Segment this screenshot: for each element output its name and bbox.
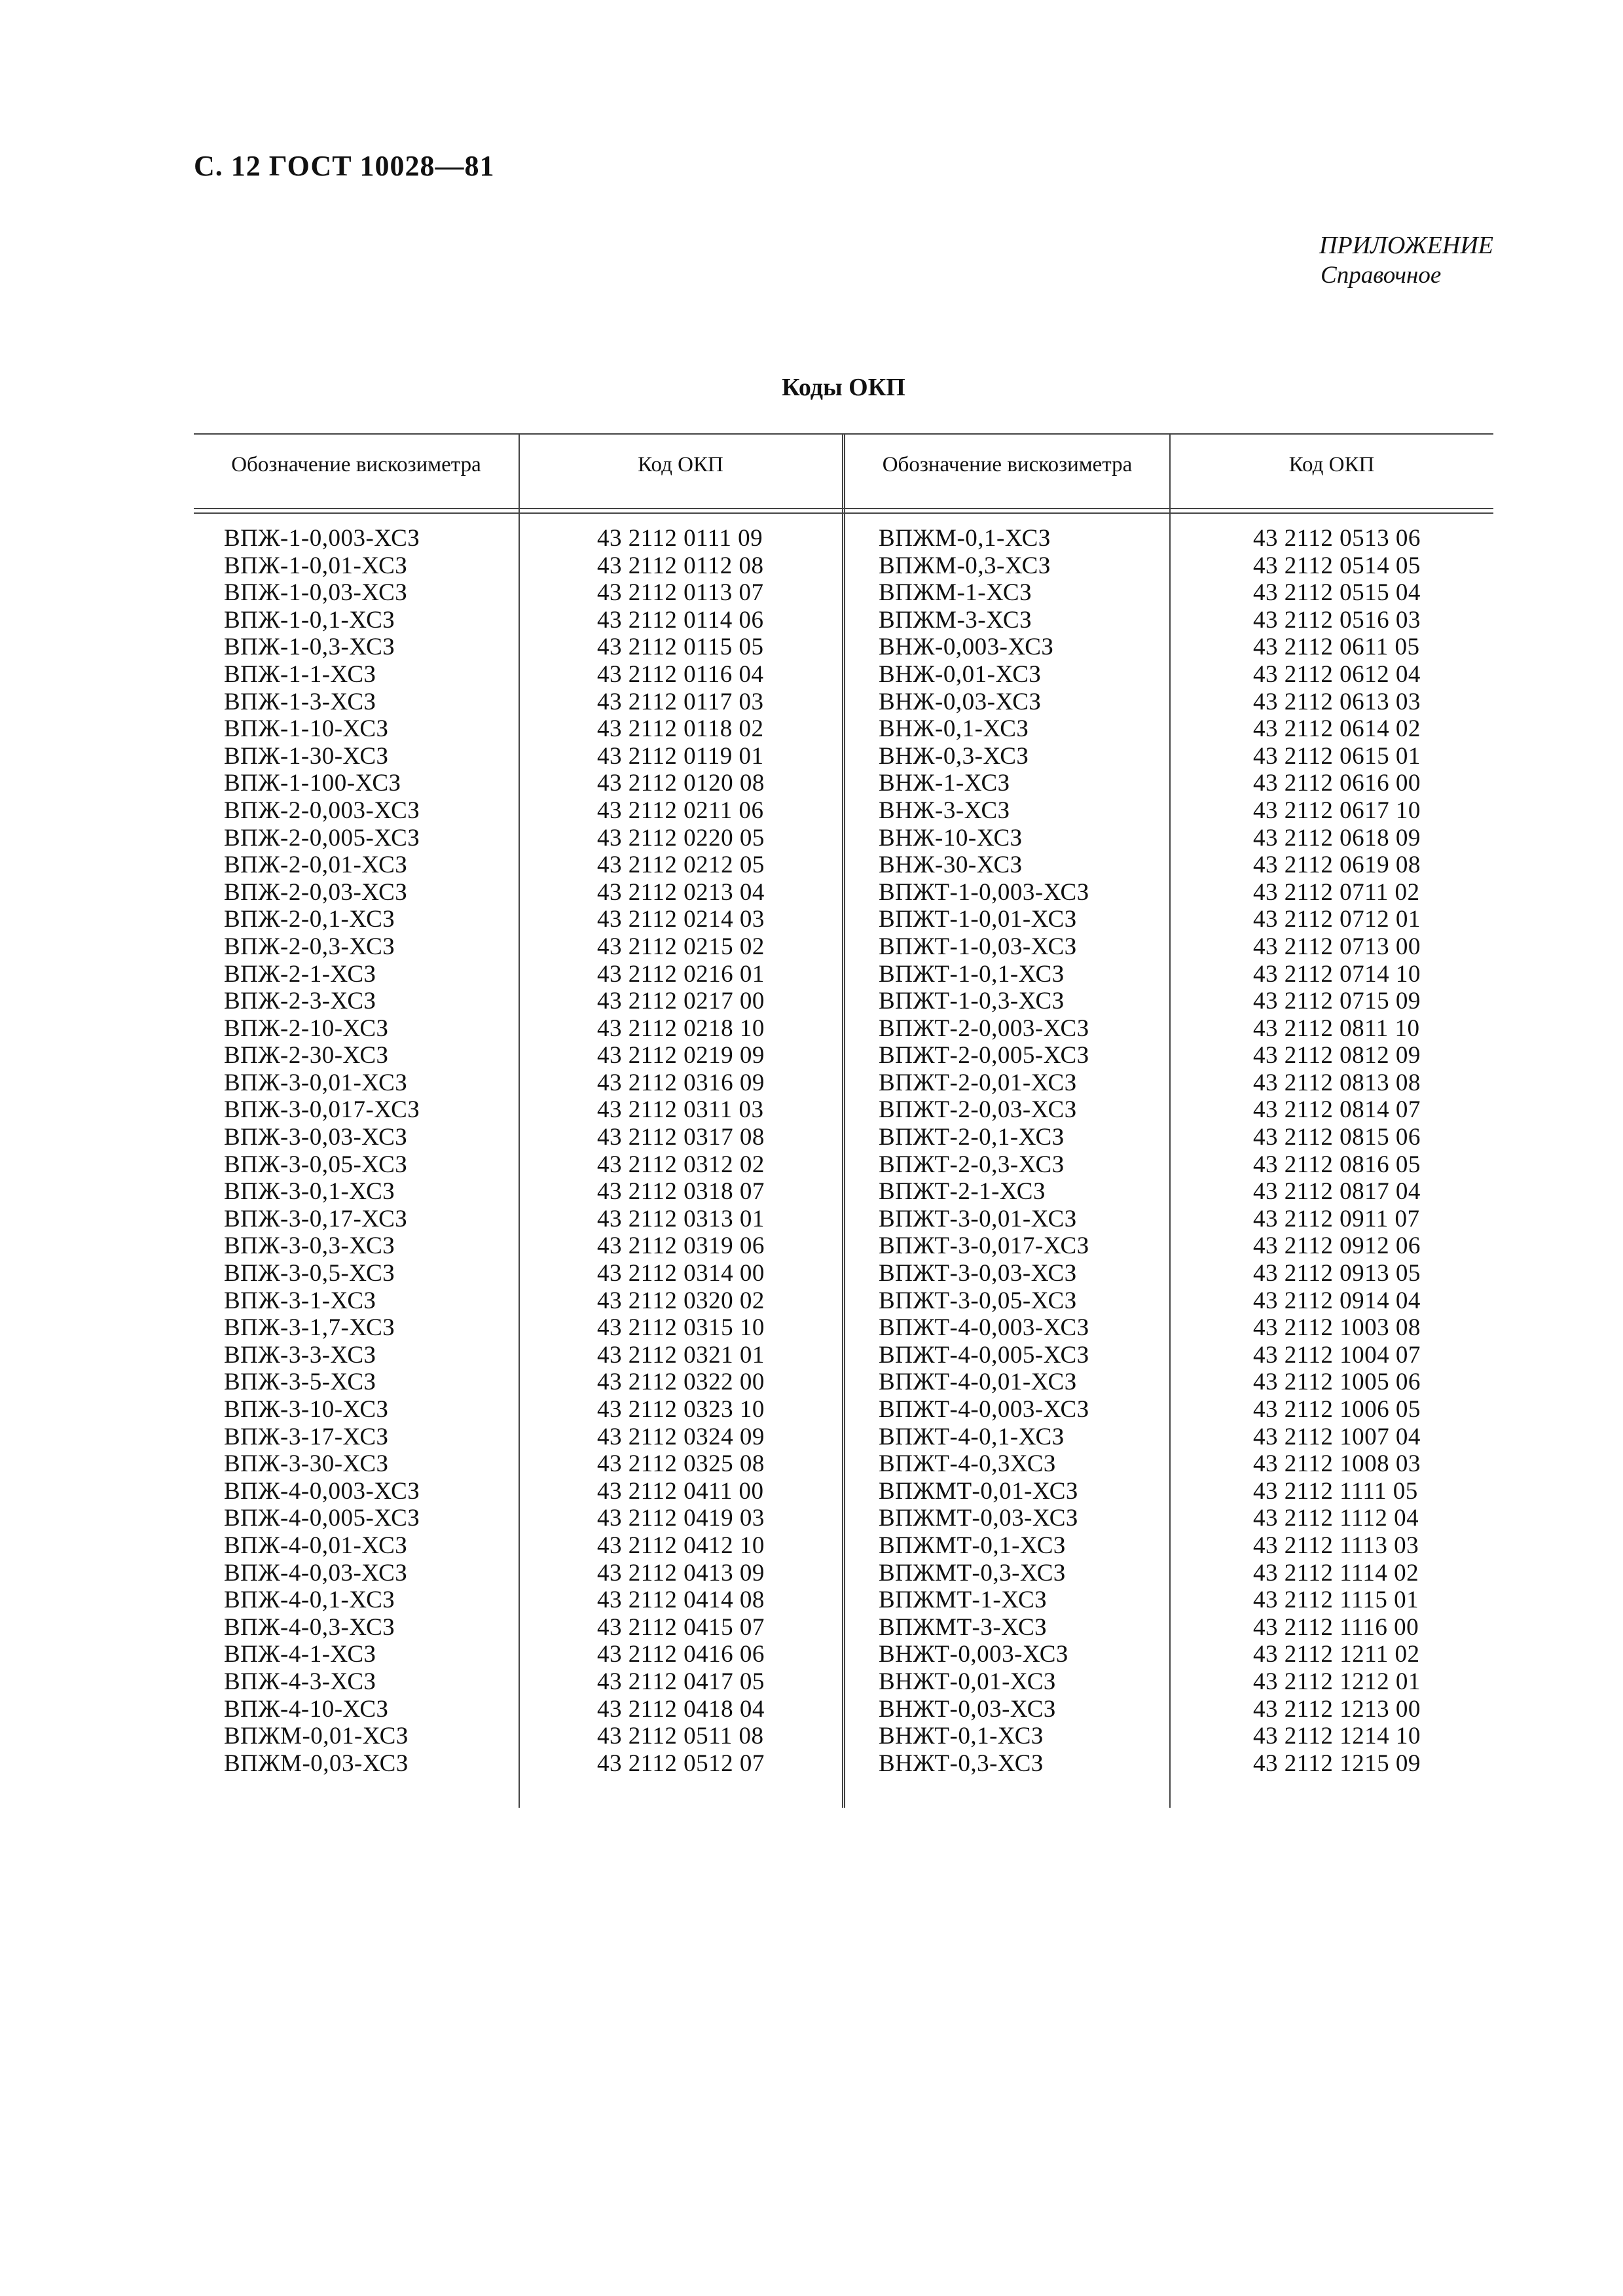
okp-code: 43 2112 0113 07 [597, 579, 764, 607]
viscometer-designation: ВПЖТ-2-1-ХСЗ [879, 1178, 1046, 1206]
okp-code: 43 2112 1007 04 [1253, 1423, 1421, 1450]
okp-code: 43 2112 0322 00 [597, 1369, 765, 1396]
viscometer-designation: ВПЖ-3-17-ХСЗ [224, 1423, 389, 1450]
viscometer-designation: ВПЖТ-2-0,03-ХСЗ [879, 1096, 1077, 1124]
viscometer-designation: ВПЖ-1-10-ХСЗ [224, 715, 389, 743]
viscometer-designation: ВПЖ-2-3-ХСЗ [224, 988, 376, 1015]
okp-code: 43 2112 0414 08 [597, 1587, 765, 1614]
header-code-right: Код ОКП [1288, 453, 1375, 476]
viscometer-designation: ВПЖМ-0,03-ХСЗ [224, 1749, 409, 1777]
viscometer-designation: ВПЖ-3-0,01-ХСЗ [224, 1069, 408, 1096]
column-divider [519, 433, 520, 1808]
viscometer-designation: ВНЖ-3-ХСЗ [879, 797, 1010, 824]
viscometer-designation: ВПЖ-3-0,3-ХСЗ [224, 1232, 395, 1260]
okp-code: 43 2112 0618 09 [1253, 824, 1421, 852]
viscometer-designation: ВПЖМ-0,1-ХСЗ [879, 525, 1051, 552]
viscometer-designation: ВПЖМТ-0,03-ХСЗ [879, 1505, 1078, 1532]
viscometer-designation: ВПЖ-4-0,3-ХСЗ [224, 1613, 395, 1641]
okp-code: 43 2112 0419 03 [597, 1505, 765, 1532]
okp-code: 43 2112 0318 07 [597, 1178, 765, 1206]
okp-code: 43 2112 0611 05 [1253, 634, 1420, 661]
viscometer-designation: ВПЖМТ-0,01-ХСЗ [879, 1477, 1078, 1505]
okp-code: 43 2112 0317 08 [597, 1124, 765, 1151]
column-divider [1169, 433, 1171, 1808]
okp-code: 43 2112 0119 01 [597, 742, 764, 770]
okp-code: 43 2112 0713 00 [1253, 933, 1421, 960]
viscometer-designation: ВПЖТ-1-0,3-ХСЗ [879, 988, 1065, 1015]
okp-code: 43 2112 1113 03 [1253, 1532, 1419, 1559]
okp-code: 43 2112 0712 01 [1253, 906, 1421, 933]
okp-code: 43 2112 0319 06 [597, 1232, 765, 1260]
okp-code: 43 2112 1006 05 [1253, 1396, 1421, 1423]
viscometer-designation: ВНЖТ-0,1-ХСЗ [879, 1723, 1044, 1750]
okp-code: 43 2112 0213 04 [597, 878, 765, 906]
viscometer-designation: ВПЖМ-3-ХСЗ [879, 606, 1032, 634]
left-designation-column [224, 525, 420, 1777]
okp-code: 43 2112 1115 01 [1253, 1587, 1419, 1614]
okp-code: 43 2112 0211 06 [597, 797, 764, 824]
okp-code: 43 2112 0813 08 [1253, 1069, 1421, 1096]
viscometer-designation: ВНЖ-1-ХСЗ [879, 770, 1010, 797]
viscometer-designation: ВПЖТ-1-0,1-ХСЗ [879, 960, 1065, 988]
viscometer-designation: ВПЖ-3-0,05-ХСЗ [224, 1151, 408, 1178]
okp-code: 43 2112 0320 02 [597, 1287, 765, 1314]
viscometer-designation: ВПЖ-3-3-ХСЗ [224, 1341, 376, 1369]
viscometer-designation: ВПЖ-1-0,003-ХСЗ [224, 525, 420, 552]
okp-code: 43 2112 1112 04 [1253, 1505, 1419, 1532]
header-designation-right: Обозначение вискозиметра [882, 453, 1133, 476]
viscometer-designation: ВПЖМ-0,01-ХСЗ [224, 1723, 409, 1750]
okp-code: 43 2112 0112 08 [597, 552, 764, 579]
viscometer-designation: ВПЖТ-4-0,3ХСЗ [879, 1450, 1056, 1478]
okp-code: 43 2112 0116 04 [597, 660, 764, 688]
viscometer-designation: ВНЖ-0,01-ХСЗ [879, 660, 1042, 688]
viscometer-designation: ВПЖ-3-0,5-ХСЗ [224, 1260, 395, 1287]
okp-code: 43 2112 0219 09 [597, 1042, 765, 1069]
okp-code: 43 2112 0120 08 [597, 770, 765, 797]
viscometer-designation: ВПЖМ-0,3-ХСЗ [879, 552, 1051, 579]
viscometer-designation: ВПЖТ-1-0,003-ХСЗ [879, 878, 1089, 906]
okp-code: 43 2112 0218 10 [597, 1014, 765, 1042]
okp-code: 43 2112 0416 06 [597, 1641, 765, 1668]
okp-code: 43 2112 1003 08 [1253, 1314, 1421, 1342]
okp-code: 43 2112 1215 09 [1253, 1749, 1421, 1777]
okp-code: 43 2112 1111 05 [1253, 1477, 1418, 1505]
viscometer-designation: ВПЖТ-4-0,01-ХСЗ [879, 1369, 1077, 1396]
okp-code: 43 2112 0412 10 [597, 1532, 765, 1559]
okp-code: 43 2112 0114 06 [597, 606, 764, 634]
okp-code: 43 2112 0513 06 [1253, 525, 1421, 552]
okp-code: 43 2112 1005 06 [1253, 1369, 1421, 1396]
viscometer-designation: ВПЖ-4-10-ХСЗ [224, 1695, 389, 1723]
appendix-label: ПРИЛОЖЕНИЕ [1319, 232, 1493, 259]
okp-code: 43 2112 0117 03 [597, 688, 764, 715]
okp-code: 43 2112 0616 00 [1253, 770, 1421, 797]
okp-code: 43 2112 0323 10 [597, 1396, 765, 1423]
okp-code: 43 2112 0911 07 [1253, 1205, 1420, 1232]
okp-code: 43 2112 1008 03 [1253, 1450, 1421, 1478]
okp-code: 43 2112 0714 10 [1253, 960, 1421, 988]
okp-code: 43 2112 0111 09 [597, 525, 763, 552]
viscometer-designation: ВНЖ-30-ХСЗ [879, 852, 1023, 879]
okp-code: 43 2112 0619 08 [1253, 852, 1421, 879]
okp-code: 43 2112 0312 02 [597, 1151, 765, 1178]
okp-code: 43 2112 0215 02 [597, 933, 765, 960]
viscometer-designation: ВПЖ-3-5-ХСЗ [224, 1369, 376, 1396]
okp-code: 43 2112 0811 10 [1253, 1014, 1420, 1042]
viscometer-designation: ВПЖТ-4-0,1-ХСЗ [879, 1423, 1065, 1450]
okp-code: 43 2112 0812 09 [1253, 1042, 1421, 1069]
okp-code: 43 2112 0314 00 [597, 1260, 765, 1287]
viscometer-designation: ВПЖ-4-0,003-ХСЗ [224, 1477, 420, 1505]
left-code-column [597, 525, 765, 1777]
table-title: Коды ОКП [782, 374, 905, 401]
viscometer-designation: ВПЖ-3-0,1-ХСЗ [224, 1178, 395, 1206]
okp-code: 43 2112 0411 00 [597, 1477, 764, 1505]
okp-code: 43 2112 0615 01 [1253, 742, 1421, 770]
viscometer-designation: ВПЖМТ-0,3-ХСЗ [879, 1559, 1066, 1587]
okp-code: 43 2112 0118 02 [597, 715, 764, 743]
viscometer-designation: ВПЖ-4-0,03-ХСЗ [224, 1559, 408, 1587]
okp-code: 43 2112 0413 09 [597, 1559, 765, 1587]
viscometer-designation: ВПЖМ-1-ХСЗ [879, 579, 1032, 607]
okp-code: 43 2112 1212 01 [1253, 1668, 1421, 1695]
viscometer-designation: ВПЖМТ-1-ХСЗ [879, 1587, 1048, 1614]
okp-codes-table [194, 433, 1493, 1808]
okp-code: 43 2112 0217 00 [597, 988, 765, 1015]
viscometer-designation: ВПЖ-3-0,17-ХСЗ [224, 1205, 408, 1232]
header-code-left: Код ОКП [638, 453, 723, 476]
okp-code: 43 2112 0115 05 [597, 634, 764, 661]
viscometer-designation: ВПЖ-4-1-ХСЗ [224, 1641, 376, 1668]
viscometer-designation: ВНЖ-0,1-ХСЗ [879, 715, 1029, 743]
okp-code: 43 2112 0325 08 [597, 1450, 765, 1478]
viscometer-designation: ВПЖТ-1-0,01-ХСЗ [879, 906, 1077, 933]
viscometer-designation: ВНЖТ-0,01-ХСЗ [879, 1668, 1056, 1695]
okp-code: 43 2112 0313 01 [597, 1205, 765, 1232]
viscometer-designation: ВНЖТ-0,003-ХСЗ [879, 1641, 1068, 1668]
viscometer-designation: ВПЖ-1-30-ХСЗ [224, 742, 389, 770]
okp-code: 43 2112 0514 05 [1253, 552, 1421, 579]
okp-code: 43 2112 0814 07 [1253, 1096, 1421, 1124]
okp-code: 43 2112 0511 08 [597, 1723, 764, 1750]
okp-code: 43 2112 0912 06 [1253, 1232, 1421, 1260]
okp-code: 43 2112 0516 03 [1253, 606, 1421, 634]
viscometer-designation: ВПЖ-1-0,1-ХСЗ [224, 606, 395, 634]
viscometer-designation: ВНЖ-10-ХСЗ [879, 824, 1023, 852]
okp-code: 43 2112 0715 09 [1253, 988, 1421, 1015]
viscometer-designation: ВПЖ-1-0,03-ХСЗ [224, 579, 408, 607]
appendix-sublabel: Справочное [1321, 262, 1442, 289]
okp-code: 43 2112 0418 04 [597, 1695, 765, 1723]
okp-code: 43 2112 1214 10 [1253, 1723, 1421, 1750]
viscometer-designation: ВПЖТ-3-0,01-ХСЗ [879, 1205, 1077, 1232]
okp-code: 43 2112 0324 09 [597, 1423, 765, 1450]
okp-code: 43 2112 0914 04 [1253, 1287, 1421, 1314]
viscometer-designation: ВПЖ-4-3-ХСЗ [224, 1668, 376, 1695]
viscometer-designation: ВПЖМТ-3-ХСЗ [879, 1613, 1048, 1641]
viscometer-designation: ВПЖ-3-0,03-ХСЗ [224, 1124, 408, 1151]
viscometer-designation: ВПЖТ-4-0,003-ХСЗ [879, 1314, 1089, 1342]
viscometer-designation: ВПЖ-2-0,01-ХСЗ [224, 852, 408, 879]
viscometer-designation: ВПЖ-2-10-ХСЗ [224, 1014, 389, 1042]
viscometer-designation: ВПЖ-2-0,03-ХСЗ [224, 878, 408, 906]
viscometer-designation: ВПЖ-1-100-ХСЗ [224, 770, 401, 797]
viscometer-designation: ВПЖТ-1-0,03-ХСЗ [879, 933, 1077, 960]
okp-code: 43 2112 0321 01 [597, 1341, 765, 1369]
okp-code: 43 2112 0316 09 [597, 1069, 765, 1096]
viscometer-designation: ВПЖ-1-0,3-ХСЗ [224, 634, 395, 661]
okp-code: 43 2112 0220 05 [597, 824, 765, 852]
viscometer-designation: ВПЖТ-3-0,03-ХСЗ [879, 1260, 1077, 1287]
viscometer-designation: ВНЖ-0,3-ХСЗ [879, 742, 1029, 770]
viscometer-designation: ВПЖ-2-0,3-ХСЗ [224, 933, 395, 960]
okp-code: 43 2112 1116 00 [1253, 1613, 1419, 1641]
viscometer-designation: ВПЖТ-2-0,1-ХСЗ [879, 1124, 1065, 1151]
viscometer-designation: ВПЖ-1-1-ХСЗ [224, 660, 376, 688]
okp-code: 43 2112 0711 02 [1253, 878, 1420, 906]
viscometer-designation: ВПЖ-3-0,017-ХСЗ [224, 1096, 420, 1124]
viscometer-designation: ВНЖТ-0,03-ХСЗ [879, 1695, 1056, 1723]
appendix-label-block [1319, 230, 1493, 291]
right-code-column [1253, 525, 1421, 1777]
okp-code: 43 2112 1211 02 [1253, 1641, 1420, 1668]
okp-code: 43 2112 0311 03 [597, 1096, 764, 1124]
okp-code: 43 2112 0512 07 [597, 1749, 765, 1777]
viscometer-designation: ВПЖТ-2-0,005-ХСЗ [879, 1042, 1089, 1069]
okp-code: 43 2112 0817 04 [1253, 1178, 1421, 1206]
viscometer-designation: ВПЖТ-2-0,3-ХСЗ [879, 1151, 1065, 1178]
viscometer-designation: ВПЖ-3-30-ХСЗ [224, 1450, 389, 1478]
okp-code: 43 2112 0614 02 [1253, 715, 1421, 743]
column-divider-double [842, 433, 845, 1808]
viscometer-designation: ВПЖ-2-0,1-ХСЗ [224, 906, 395, 933]
viscometer-designation: ВНЖ-0,03-ХСЗ [879, 688, 1042, 715]
okp-code: 43 2112 1114 02 [1253, 1559, 1419, 1587]
right-designation-column [879, 525, 1089, 1777]
viscometer-designation: ВНЖТ-0,3-ХСЗ [879, 1749, 1044, 1777]
okp-code: 43 2112 1213 00 [1253, 1695, 1421, 1723]
header-designation-left: Обозначение вискозиметра [231, 453, 481, 476]
viscometer-designation: ВПЖ-2-1-ХСЗ [224, 960, 376, 988]
okp-code: 43 2112 0617 10 [1253, 797, 1421, 824]
viscometer-designation: ВПЖМТ-0,1-ХСЗ [879, 1532, 1066, 1559]
viscometer-designation: ВПЖ-2-30-ХСЗ [224, 1042, 389, 1069]
viscometer-designation: ВПЖ-3-10-ХСЗ [224, 1396, 389, 1423]
viscometer-designation: ВНЖ-0,003-ХСЗ [879, 634, 1054, 661]
viscometer-designation: ВПЖТ-3-0,017-ХСЗ [879, 1232, 1089, 1260]
page-header: С. 12 ГОСТ 10028—81 [194, 150, 495, 182]
okp-code: 43 2112 0214 03 [597, 906, 765, 933]
okp-code: 43 2112 0417 05 [597, 1668, 765, 1695]
viscometer-designation: ВПЖ-4-0,01-ХСЗ [224, 1532, 408, 1559]
okp-code: 43 2112 0212 05 [597, 852, 765, 879]
viscometer-designation: ВПЖТ-4-0,003-ХСЗ [879, 1396, 1089, 1423]
viscometer-designation: ВПЖ-1-0,01-ХСЗ [224, 552, 408, 579]
viscometer-designation: ВПЖТ-3-0,05-ХСЗ [879, 1287, 1077, 1314]
okp-code: 43 2112 0415 07 [597, 1613, 765, 1641]
viscometer-designation: ВПЖ-3-1-ХСЗ [224, 1287, 376, 1314]
viscometer-designation: ВПЖТ-2-0,003-ХСЗ [879, 1014, 1089, 1042]
viscometer-designation: ВПЖ-3-1,7-ХСЗ [224, 1314, 395, 1342]
viscometer-designation: ВПЖ-1-3-ХСЗ [224, 688, 376, 715]
viscometer-designation: ВПЖ-4-0,005-ХСЗ [224, 1505, 420, 1532]
viscometer-designation: ВПЖТ-4-0,005-ХСЗ [879, 1341, 1089, 1369]
okp-code: 43 2112 0815 06 [1253, 1124, 1421, 1151]
okp-code: 43 2112 0515 04 [1253, 579, 1421, 607]
okp-code: 43 2112 0612 04 [1253, 660, 1421, 688]
okp-code: 43 2112 0216 01 [597, 960, 765, 988]
okp-code: 43 2112 0913 05 [1253, 1260, 1421, 1287]
okp-code: 43 2112 0315 10 [597, 1314, 765, 1342]
okp-code: 43 2112 0613 03 [1253, 688, 1421, 715]
okp-code: 43 2112 0816 05 [1253, 1151, 1421, 1178]
viscometer-designation: ВПЖ-2-0,005-ХСЗ [224, 824, 420, 852]
viscometer-designation: ВПЖ-2-0,003-ХСЗ [224, 797, 420, 824]
viscometer-designation: ВПЖ-4-0,1-ХСЗ [224, 1587, 395, 1614]
viscometer-designation: ВПЖТ-2-0,01-ХСЗ [879, 1069, 1077, 1096]
okp-code: 43 2112 1004 07 [1253, 1341, 1421, 1369]
